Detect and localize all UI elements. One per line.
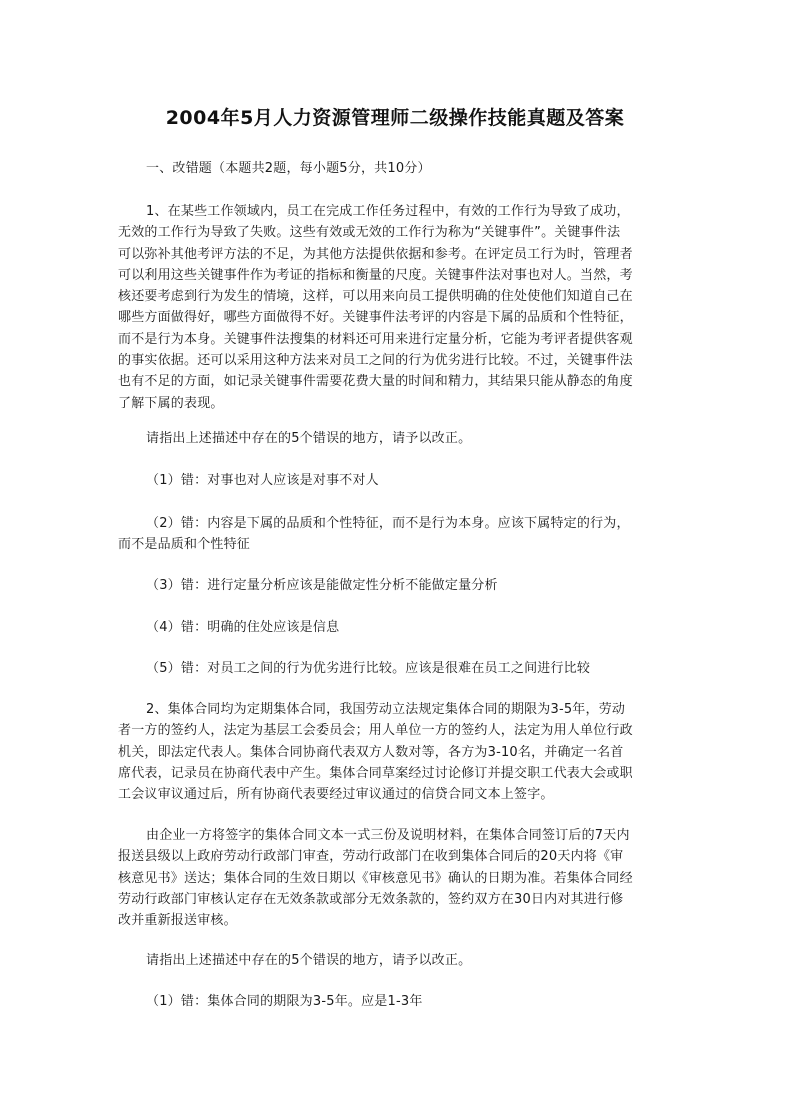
question-1-answer-2: （2）错：内容是下属的品质和个性特征，而不是行为本身。应该下属特定的行为， 而不是品质和个性特征 xyxy=(118,516,630,553)
question-1-prompt: 请指出上述描述中存在的5个错误的地方，请予以改正。 xyxy=(146,431,472,446)
document-title: 2004年5月人力资源管理师二级操作技能真题及答案 xyxy=(165,107,625,129)
question-2-text-continued: 由企业一方将签字的集体合同文本一式三份及说明材料，在集体合同签订后的7天内 报送县级以上政府劳动行政部门审查，劳动行政部门在收到集体合同后的20天内将《审 核意见书》送达；集体合同的生效日期以《审核意见书》确认的日期为准。若集体合同经 劳动行政部门审核认定存在无效条款或部分无效条款的，签约双方在30日内对其进行修 改并重新报送审核。 xyxy=(118,828,633,929)
question-1-text: 1、在某些工作领域内，员工在完成工作任务过程中，有效的工作行为导致了成功， 无效的工作行为导致了失败。这些有效或无效的工作行为称为“关键事件”。关键事件法 可以弥补其他考评方法的不足，为其他方法提供依据和参考。在评定员工行为时，管理者 可以利用这些关键事件作为考证的指标和衡量的尺度。关键事件法对事也对人。当然，考 核还要考虑到行为发生的情境，这样，可以用来向员工提供明确的住处使他们知道自己在 哪些方面做得好，哪些方面做得不好。关键事件法考评的内容是下属的品质和个性特征， 而不是行为本身。关键事件法搜集的材料还可用来进行定量分析，它能为考评者提供客观 的事实依据。还可以采用这种方法来对员工之间的行为优劣进行比较。不过，关键事件法 也有不足的方面，如记录关键事件需要花费大量的时间和精力，其结果只能从静态的角度 了解下属的表现。 xyxy=(118,204,633,411)
question-2-answer-1: （1）错：集体合同的期限为3-5年。应是1-3年 xyxy=(146,994,423,1009)
question-2-prompt: 请指出上述描述中存在的5个错误的地方，请予以改正。 xyxy=(146,953,472,968)
question-2-text: 2、集体合同均为定期集体合同，我国劳动立法规定集体合同的期限为3-5年，劳动 者一方的签约人，法定为基层工会委员会；用人单位一方的签约人，法定为用人单位行政 机关，即法定代表人。集体合同协商代表双方人数对等，各方为3-10名，并确定一名首 席代表，记录员在协商代表中产生。集体合同草案经过讨论修订并提交职工代表大会或职 工会议审议通过后，所有协商代表要经过审议通过的信贷合同文本上签字。 xyxy=(118,702,633,803)
question-1-answer-3: （3）错：进行定量分析应该是能做定性分析不能做定量分析 xyxy=(146,578,498,593)
question-1-answer-1: （1）错：对事也对人应该是对事不对人 xyxy=(146,473,379,488)
question-1-answer-4: （4）错：明确的住处应该是信息 xyxy=(146,620,340,635)
question-1-answer-5: （5）错：对员工之间的行为优劣进行比较。应该是很难在员工之间进行比较 xyxy=(146,661,591,676)
section-heading: 一、改错题（本题共2题，每小题5分，共10分） xyxy=(146,161,431,176)
